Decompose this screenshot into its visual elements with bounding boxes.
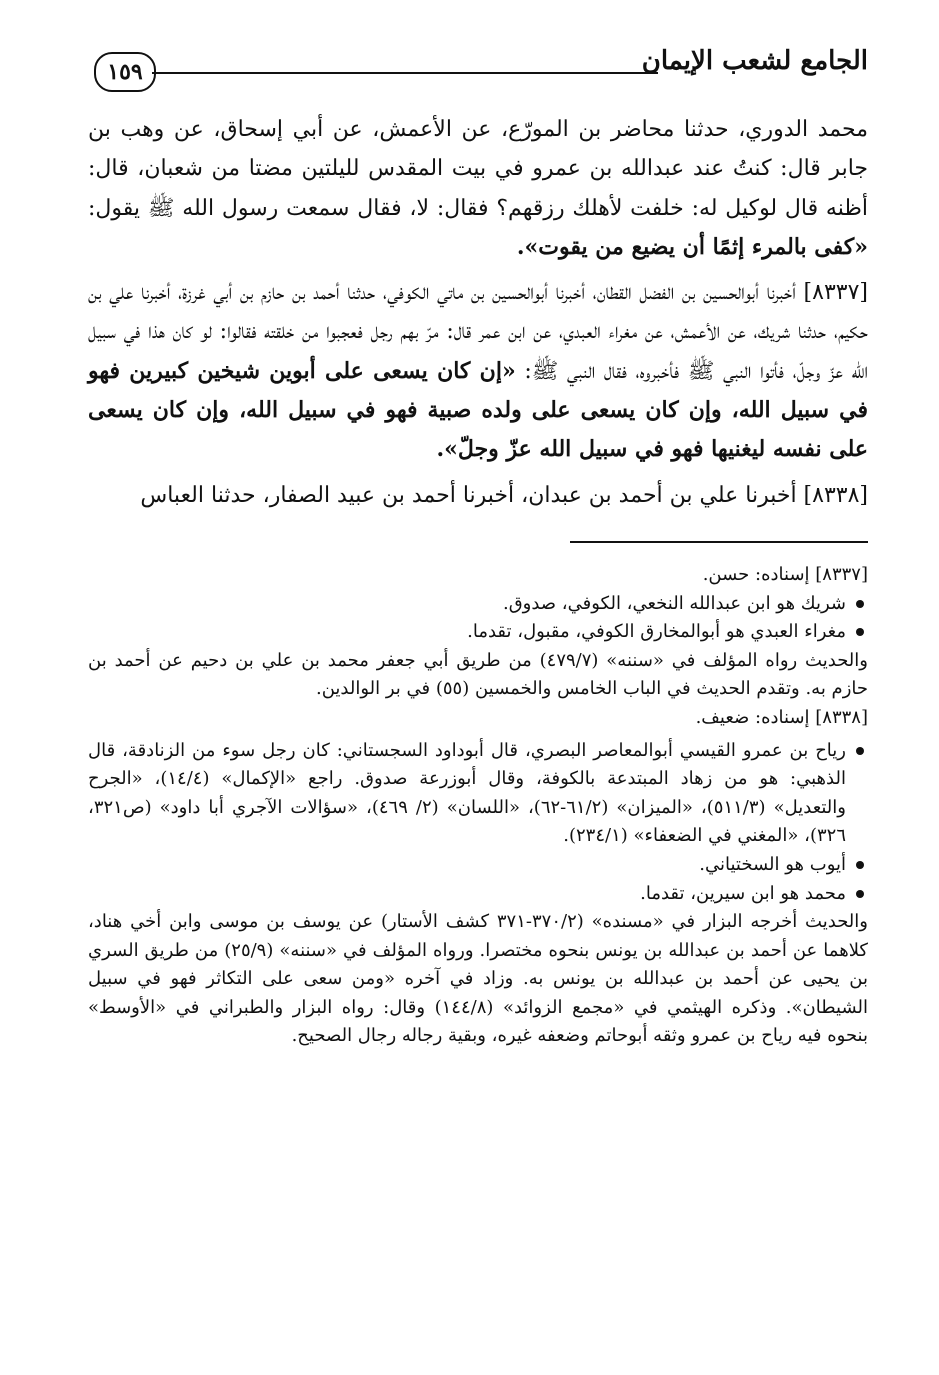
footnote-8338 — [88, 704, 868, 1051]
footnote-title: [٨٣٣٧] إسناده: حسن. — [702, 563, 868, 585]
page-number: ١٥٩ — [94, 52, 156, 92]
main-text — [88, 110, 868, 515]
hadith-paragraph-continued — [88, 110, 868, 267]
bullet-icon — [856, 747, 864, 755]
footnote-bullet — [88, 880, 868, 909]
hadith-quote: «إن كان يسعى على أبوين شيخين كبيرين فهو في سبيل الله، وإن كان يسعى على ولده صبية فهو في سبيل الله، وإن كان يسعى على نفسه ليغنيها فهو في سبيل الله عزّ وجلّ». — [88, 357, 868, 463]
footnotes — [88, 561, 868, 1051]
book-page — [88, 38, 868, 1051]
bullet-text: مغراء العبدي هو أبوالمخارق الكوفي، مقبول، تقدما. — [467, 621, 846, 643]
footnote-bullets — [88, 737, 868, 909]
hadith-chain-text: محمد الدوري، حدثنا محاضر بن المورّع، عن الأعمش، عن أبي إسحاق، عن وهب بن جابر قال: كنتُ عند عبدالله بن عمرو في بيت المقدس لليلتين مضتا من شعبان، قال: أظنه قال لوكيل له: خلفت لأهلك رزقهم؟ فقال: لا، فقال سمعت رسول الله ﷺ يقول: — [88, 117, 868, 221]
footnote-divider — [570, 541, 868, 543]
footnote-bullet — [88, 851, 868, 880]
footnote-paragraph: والحديث أخرجه البزار في «مسنده» (٣٧٠/٢-٣٧١ كشف الأستار) عن يوسف بن موسى وابن أخي هناد، كلاهما عن أحمد بن عبدالله بن يونس بنحوه مختصرا. ورواه المؤلف في «سننه» (٢٥/٩) من طريق السري بن يحيى عن أحمد بن عبدالله بن يونس به. وزاد في آخره «ومن سعى على التكاثر فهو في سبيل الشيطان». وذكره الهيثمي في «مجمع الزوائد» (١٤٤/٨) وقال: رواه البزار والطبراني في «الأوسط» بنحوه فيه رياح بن عمرو وثقه أبوحاتم وضعفه غيره، وبقية رجاله رجال الصحيح. — [88, 911, 868, 1047]
hadith-paragraph-8337 — [88, 273, 868, 469]
bullet-icon — [856, 600, 864, 608]
page-header — [88, 38, 868, 110]
footnote-8337 — [88, 561, 868, 704]
footnote-paragraph: والحديث رواه المؤلف في «سننه» (٤٧٩/٧) من طريق أبي جعفر محمد بن علي بن دحيم عن أحمد بن حازم به. وتقدم الحديث في الباب الخامس والخمسين (٥٥) في بر الوالدين. — [88, 649, 868, 700]
bullet-icon — [856, 861, 864, 869]
hadith-paragraph-8338: [٨٣٣٨] أخبرنا علي بن أحمد بن عبدان، أخبرنا أحمد بن عبيد الصفار، حدثنا العباس — [140, 482, 868, 508]
bullet-text: شريك هو ابن عبدالله النخعي، الكوفي، صدوق. — [502, 592, 846, 614]
bullet-text: أيوب هو السختياني. — [699, 853, 846, 875]
bullet-icon — [856, 628, 864, 636]
footnote-bullets — [88, 590, 868, 647]
bullet-text: رياح بن عمرو القيسي أبوالمعاصر البصري، قال أبوداود السجستاني: كان رجل سوء من الزنادقة، قال الذهبي: هو من زهاد المبتدعة بالكوفة، وقال أبوزرعة صدوق. راجع «الإكمال» (١٤/٤)، «الجرح والتعديل» (٥١١/٣)، «الميزان» (٦١/٢-٦٢)، «اللسان» (٢/ ٤٦٩)، «سؤالات الآجري أبا داود» (ص٣٢١، ٣٢٦)، «المغني في الضعفاء» (٢٣٤/١). — [88, 739, 846, 847]
footnote-title: [٨٣٣٨] إسناده: ضعيف. — [695, 706, 868, 728]
footnote-bullet — [88, 737, 868, 851]
footnote-bullet — [88, 618, 868, 647]
header-rule — [152, 72, 658, 74]
hadith-quote: «كفى بالمرء إثمًا أن يضيع من يقوت». — [516, 233, 868, 260]
footnote-bullet — [88, 590, 868, 619]
hadith-chain-text: [٨٣٣٧] أخبرنا أبوالحسين بن الفضل القطان، أخبرنا أبوالحسين بن ماتي الكوفي، حدثنا أحمد بن حازم بن أبي غرزة، أخبرنا علي بن حكيم، حدثنا شريك، عن الأعمش، عن مغراء العبدي، عن ابن عمر قال: مرّ بهم رجل فعجبوا من خلقته فقالوا: لو كان هذا في سبيل الله عزّ وجلّ، فأتوا النبي ﷺ فأخبروه، فقال النبي ﷺ: — [88, 280, 868, 384]
book-title: الجامع لشعب الإيمان — [641, 46, 868, 76]
bullet-text: محمد هو ابن سيرين، تقدما. — [640, 882, 846, 904]
bullet-icon — [856, 890, 864, 898]
